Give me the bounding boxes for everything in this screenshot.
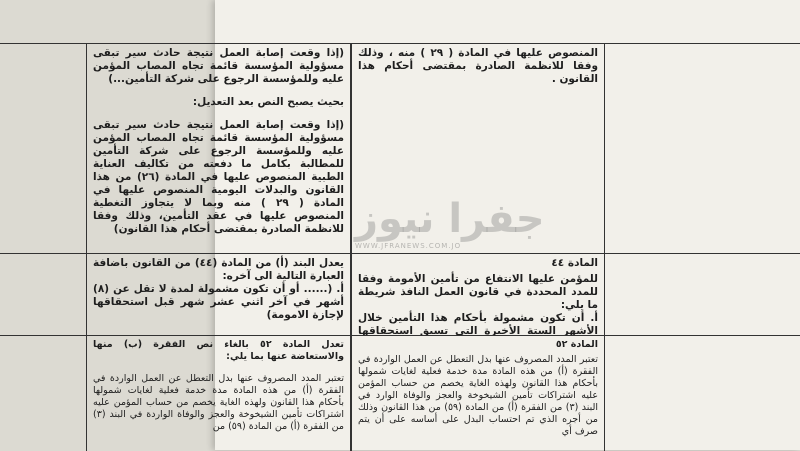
original-text: تعتبر المدد المصروف عنها بدل التعطل عن العمل الواردة في الفقرة (أ) من هذه المادة مدة خدمة فعلية لغايات شمولها بأحكام هذا القانون ولهذه الغاية يخصم من حساب المؤمن عليه اشتراكات تأمين الشيخوخة والعجز والوفاة الوارد في البند (٣) من الفقرة (أ) من المادة (٥٩) من هذا القانون وذلك من أجره الذي تم احتساب البدل على أساسه على أن يتم صرف أي	[358, 354, 599, 437]
article-title: المادة ٥٢	[555, 339, 598, 350]
original-text: للمؤمن عليها الانتفاع من تأمين الأمومة وفقا للمدد المحددة في قانون العمل النافذ شريطة ما يلي:	[358, 273, 598, 311]
amendment-intro: يعدل البند (أ) من المادة (٤٤) من القانون باضافة العبارة التالية الى آخره:	[93, 257, 344, 282]
amendment-text: (إذا وقعت إصابة العمل نتيجة حادث سير تبقى مسؤولية المؤسسة قائمة تجاه المصاب المؤمن عليه وللمؤسسة الرجوع على شركة التأمين...)	[93, 47, 344, 85]
amendment-text: أ. (...... أو أن تكون مشمولة لمدة لا تقل عن (٨) أشهر في آخر اثني عشر شهر قبل استحقاقها لإجازة الامومة)	[93, 283, 344, 321]
amendment-intro: تعدل المادة ٥٢ بالغاء نص الفقرة (ب) منها والاستعاضة عنها بما يلي:	[93, 339, 344, 362]
watermark-logo: جفرا نيوز	[355, 196, 545, 242]
table-row	[0, 253, 800, 336]
original-text: أ. أن تكون مشمولة بأحكام هذا التأمين خلال الأشهر الستة الأخيرة التي تسبق استحقاقها	[358, 312, 598, 336]
amendment-text: (إذا وقعت إصابة العمل نتيجة حادث سير تبقى مسؤولية المؤسسة قائمة تجاه المصاب المؤمن عليه وللمؤسسة الرجوع على شركة التأمين للمطالبة بكامل ما دفعته من تكاليف العناية الطبية المنصوص عليها في المادة (٢٦) من هذا القانون والبدلات اليومية المنصوص عليها في المادة ( ٢٩ ) منه وبما لا يتجاوز التغطية المنصوص عليها في عقد التأمين، وذلك وفقا للانظمة الصادرة بمقتضى أحكام هذا القانون)	[93, 119, 344, 235]
amendment-text-cell	[86, 44, 351, 254]
article-title: المادة ٤٤	[551, 257, 598, 269]
original-text: المنصوص عليها في المادة ( ٢٩ ) منه ، وذلك وفقا للانظمة الصادرة بمقتضى أحكام هذا القانون .	[358, 47, 598, 85]
amendment-text: تعتبر المدد المصروف عنها بدل التعطل عن العمل الواردة في الفقرة (أ) من هذه المادة مدة خدمة فعلية لغايات شمولها بأحكام هذا القانون ولهذه الغاية يخصم من حساب المؤمن عليه اشتراكات تأمين الشيخوخة والعجز والوفاة الواردة في البند (٣) من الفقرة (أ) من المادة (٥٩) من	[93, 373, 344, 432]
amendment-intro: بحيث يصبح النص بعد التعديل:	[192, 96, 344, 108]
watermark-url: WWW.JFRANEWS.COM.JO	[355, 242, 462, 250]
amendment-text-cell	[86, 336, 351, 451]
amendment-text-cell	[86, 254, 351, 336]
original-text-cell	[351, 336, 605, 451]
original-text-cell	[351, 254, 605, 336]
table-row	[0, 335, 800, 451]
